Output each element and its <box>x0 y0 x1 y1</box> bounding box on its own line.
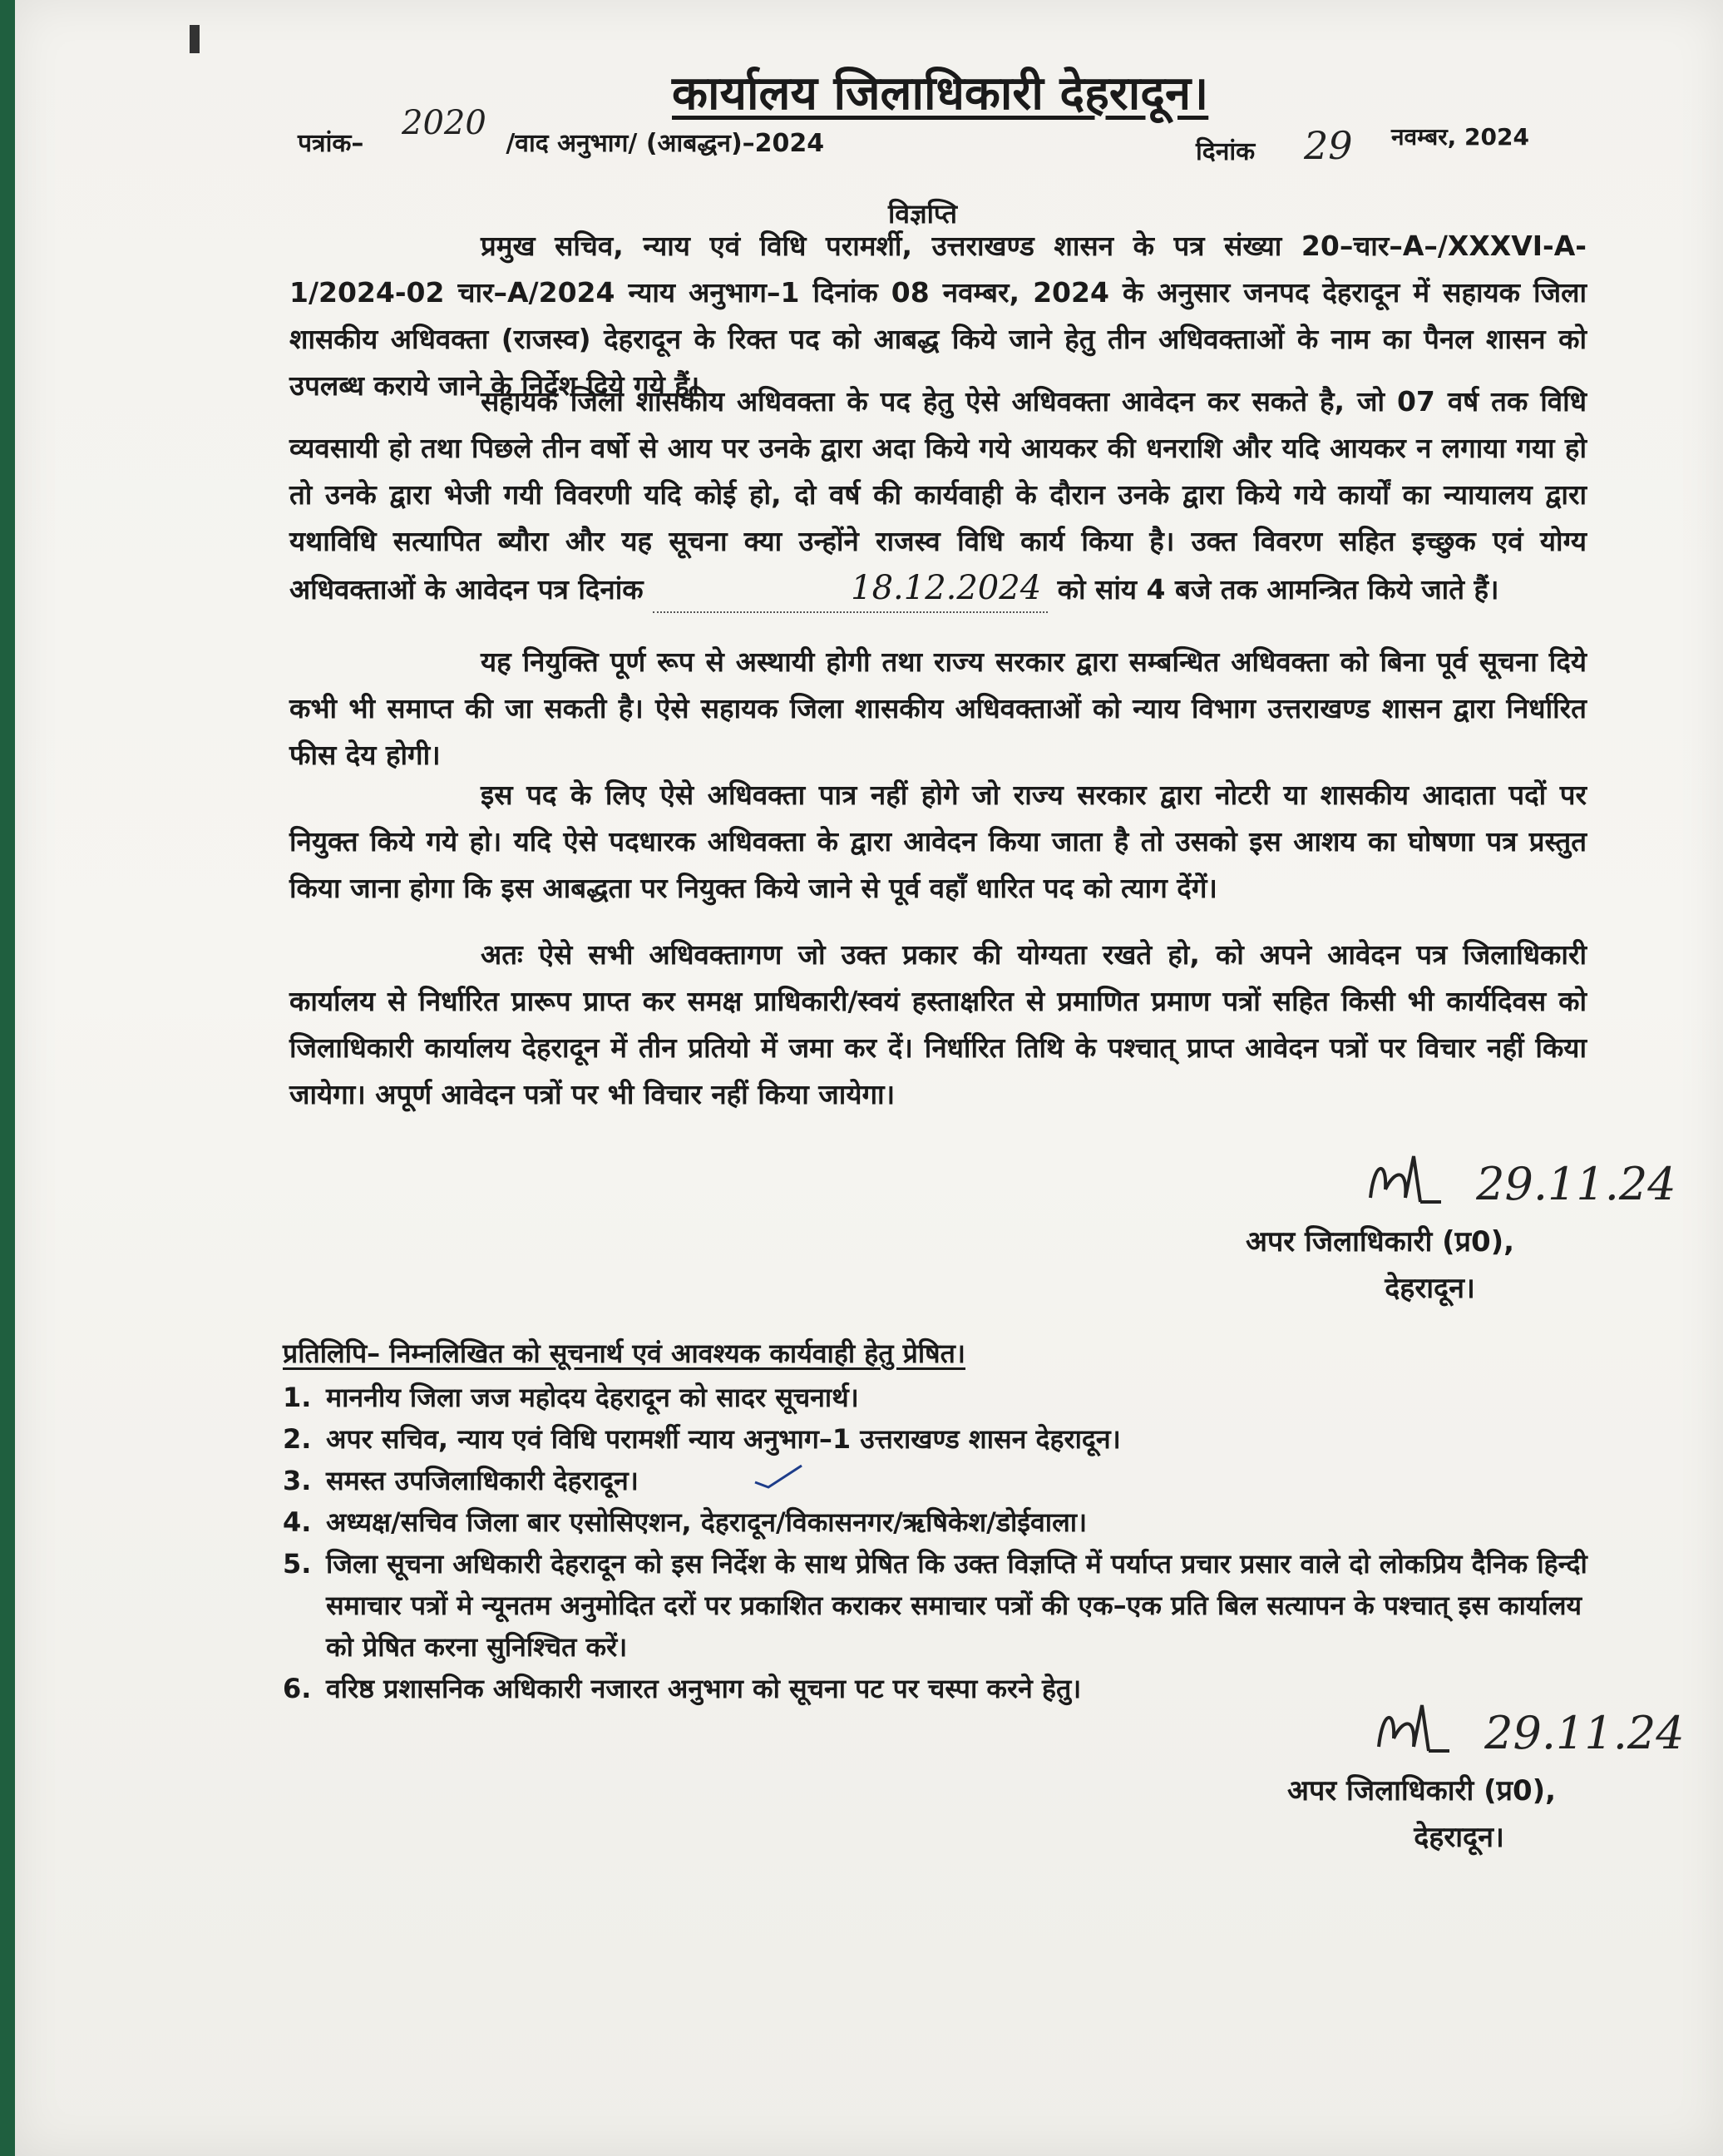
signature-block-2 <box>1287 1768 1556 1861</box>
copy-to-item-number: 6. <box>283 1673 312 1704</box>
document-paper <box>15 0 1723 2156</box>
signature-1-place: देहरादून। <box>1385 1272 1475 1305</box>
paragraph-2-end: को सांय 4 बजे तक आमन्त्रित किये जाते हैं। <box>1057 573 1499 606</box>
paragraph-2-text: सहायक जिला शासकीय अधिवक्ता के पद हेतु ऐसे अधिवक्ता आवेदन कर सकते है, जो 07 वर्ष तक विधि व्यवसायी हो तथा पिछले तीन वर्षो से आय पर उनके द्वारा अदा किये गये आयकर की धनराशि और यदि आयकर न लगाया गया हो तो उनके द्वारा भेजी गयी विवरणी यदि कोई हो, दो वर्ष की कार्यवाही के दौरान उनके द्वारा किये गये कार्यों का न्यायालय द्वारा यथाविधि सत्यापित ब्यौरा और यह सूचना क्या उन्होंने राजस्व विधि कार्य किया है। उक्त विवरण सहित इच्छुक एवं योग्य अधिवक्ताओं के आवेदन पत्र दिनांक <box>289 385 1587 606</box>
copy-to-item <box>283 1501 1613 1543</box>
copy-to-item <box>283 1543 1613 1668</box>
signature-2-place: देहरादून। <box>1414 1821 1504 1854</box>
signature-1-designation: अपर जिलाधिकारी (प्र0), <box>1246 1225 1515 1258</box>
copy-to-item-text: अध्यक्ष/सचिव जिला बार एसोसिएशन, देहरादून/विकासनगर/ऋषिकेश/डोईवाला। <box>326 1506 1088 1538</box>
date-day-handwritten: 29 <box>1304 123 1353 168</box>
copy-to-item-number: 5. <box>283 1548 312 1580</box>
paragraph-1: प्रमुख सचिव, न्याय एवं विधि परामर्शी, उत्तराखण्ड शासन के पत्र संख्या 20–चार–A–/XXXVI-A-1/2024-02 चार–A/2024 न्याय अनुभाग–1 दिनांक 08 नवम्बर, 2024 के अनुसार जनपद देहरादून में सहायक जिला शासकीय अधिवक्ता (राजस्व) देहरादून के रिक्त पद को आबद्ध किये जाने हेतु तीन अधिवक्ताओं के नाम का पैनल शासन को उपलब्ध कराये जाने के निर्देश दिये गये हैं। <box>289 230 1587 402</box>
signature-block-1 <box>1246 1219 1514 1312</box>
copy-to-item-text: अपर सचिव, न्याय एवं विधि परामर्शी न्याय अनुभाग–1 उत्तराखण्ड शासन देहरादून। <box>326 1423 1121 1455</box>
copy-to-item <box>283 1418 1613 1460</box>
notice-page <box>15 0 1723 2156</box>
copy-to-heading-text: प्रतिलिपि– निम्नलिखित को सूचनार्थ एवं आवश्यक कार्यवाही हेतु प्रेषित। <box>283 1338 965 1369</box>
office-title: कार्यालय जिलाधिकारी देहरादून। <box>672 67 1209 121</box>
copy-to-item-text: जिला सूचना अधिकारी देहरादून को इस निर्देश के साथ प्रेषित कि उक्त विज्ञप्ति में पर्याप्त प्रचार प्रसार वाले दो लोकप्रिय दैनिक हिन्दी समाचार पत्रों मे न्यूनतम अनुमोदित दरों पर प्रकाशित कराकर समाचार पत्रों की एक–एक प्रति बिल सत्यापन के पश्चात् इस कार्यालय को प्रेषित करना सुनिश्चित करें। <box>326 1548 1587 1663</box>
signature-2-handwritten <box>1370 1701 1685 1759</box>
copy-to-item-number: 3. <box>283 1465 312 1496</box>
reference-line <box>298 125 824 159</box>
copy-to-item-number: 4. <box>283 1506 312 1538</box>
copy-to-list <box>283 1377 1613 1709</box>
paragraph-2 <box>289 378 1587 613</box>
paragraph-4: इस पद के लिए ऐसे अधिवक्ता पात्र नहीं होगे जो राज्य सरकार द्वारा नोटरी या शासकीय आदाता पदों पर नियुक्त किये गये हो। यदि ऐसे पदधारक अधिवक्ता के द्वारा आवेदन किया जाता है तो उसको इस आशय का घोषणा पत्र प्रस्तुत किया जाना होगा कि इस आबद्धता पर नियुक्त किये जाने से पूर्व वहाँ धारित पद को त्याग देंगें। <box>289 779 1587 904</box>
copy-to-item-text: वरिष्ठ प्रशासनिक अधिकारी नजारत अनुभाग को सूचना पट पर चस्पा करने हेतु। <box>326 1673 1082 1704</box>
copy-to-item <box>283 1460 1613 1501</box>
reference-number-handwritten: 2020 <box>402 104 486 142</box>
punch-mark <box>190 25 200 53</box>
signature-2-designation: अपर जिलाधिकारी (प्र0), <box>1287 1774 1557 1807</box>
paragraph-5: अतः ऐसे सभी अधिवक्तागण जो उक्त प्रकार की योग्यता रखते हो, को अपने आवेदन पत्र जिलाधिकारी कार्यालय से निर्धारित प्रारूप प्राप्त कर समक्ष प्राधिकारी/स्वयं हस्ताक्षरित से प्रमाणित प्रमाण पत्रों सहित किसी भी कार्यदिवस को जिलाधिकारी कार्यालय देहरादून में तीन प्रतियो में जमा कर दें। निर्धारित तिथि के पश्चात् प्राप्त आवेदन पत्रों पर विचार नहीं किया जायेगा। अपूर्ण आवेदन पत्रों पर भी विचार नहीं किया जायेगा। <box>289 938 1587 1110</box>
deadline-date-handwritten: 18.12.2024 <box>653 565 1048 613</box>
copy-to-item <box>283 1377 1613 1418</box>
signature-1-date: 29.11.24 <box>1476 1158 1676 1210</box>
copy-to-item-text: माननीय जिला जज महोदय देहरादून को सादर सूचनार्थ। <box>326 1382 859 1413</box>
notice-title: विज्ञप्ति <box>888 198 957 230</box>
signature-2-date: 29.11.24 <box>1484 1707 1685 1759</box>
date-label: दिनांक <box>1196 137 1256 166</box>
copy-to-heading <box>283 1335 965 1371</box>
signature-scribble-icon <box>1370 1701 1470 1759</box>
reference-prefix: पत्रांक– <box>298 129 364 158</box>
tick-mark-icon <box>753 1464 803 1489</box>
copy-to-item-text: समस्त उपजिलाधिकारी देहरादून। <box>326 1465 639 1496</box>
signature-scribble-icon <box>1362 1152 1462 1210</box>
date-month-year: नवम्बर, 2024 <box>1391 123 1529 151</box>
paragraph-3: यह नियुक्ति पूर्ण रूप से अस्थायी होगी तथा राज्य सरकार द्वारा सम्बन्धित अधिवक्ता को बिना पूर्व सूचना दिये कभी भी समाप्त की जा सकती है। ऐसे सहायक जिला शासकीय अधिवक्ताओं को न्याय विभाग उत्तराखण्ड शासन द्वारा निर्धारित फीस देय होगी। <box>289 645 1587 771</box>
signature-1-handwritten <box>1362 1152 1676 1210</box>
reference-suffix: /वाद अनुभाग/ (आबद्धन)–2024 <box>506 129 825 158</box>
copy-to-item-number: 1. <box>283 1382 312 1413</box>
copy-to-item-number: 2. <box>283 1423 312 1455</box>
